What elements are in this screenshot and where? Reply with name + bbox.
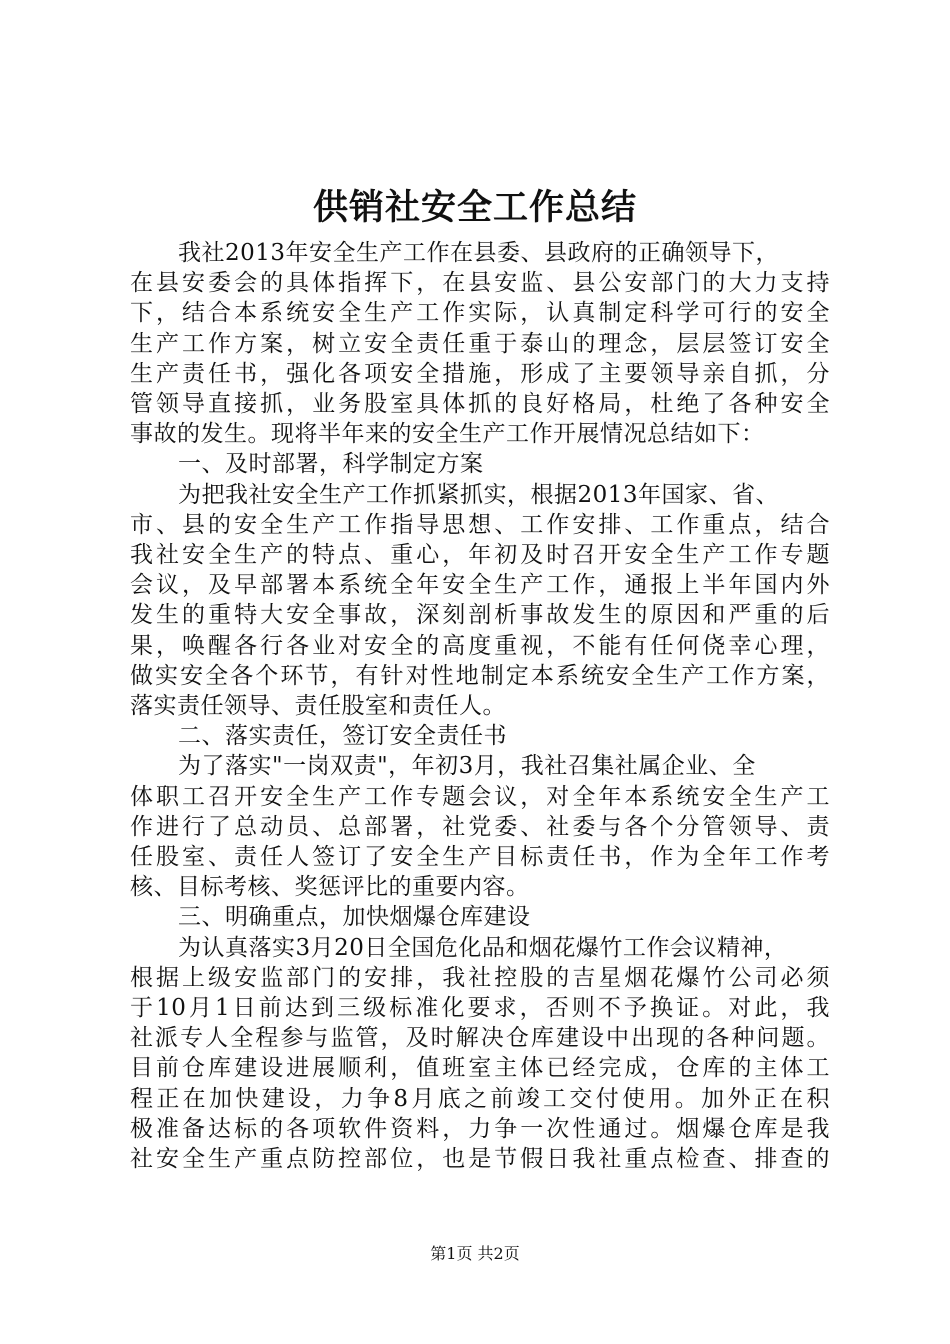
section-1-line: 我社安全生产的特点、重心，年初及时召开安全生产工作专题 <box>130 542 830 569</box>
section-1-line: 会议，及早部署本系统全年安全生产工作，通报上半年国内外 <box>130 572 830 599</box>
section-1-line: 为把我社安全生产工作抓紧抓实，根据2013年国家、省、 <box>178 481 780 508</box>
paragraph-intro-line: 在县安委会的具体指挥下，在县安监、县公安部门的大力支持 <box>130 270 830 297</box>
paragraph-intro-line: 生产工作方案，树立安全责任重于泰山的理念，层层签订安全 <box>130 330 830 357</box>
paragraph-intro-line: 管领导直接抓，业务股室具体抓的良好格局，杜绝了各种安全 <box>130 391 830 418</box>
document-body <box>130 238 830 1174</box>
page-footer: 第1页 共2页 <box>430 1244 520 1263</box>
section-heading-2: 二、落实责任，签订安全责任书 <box>178 723 507 750</box>
section-3-line: 社派专人全程参与监管，及时解决仓库建设中出现的各种问题。 <box>130 1025 830 1052</box>
section-2-line: 体职工召开安全生产工作专题会议，对全年本系统安全生产工 <box>130 783 830 810</box>
section-1-line: 做实安全各个环节，有针对性地制定本系统安全生产工作方案， <box>130 662 830 689</box>
section-1-line: 落实责任领导、责任股室和责任人。 <box>130 693 506 720</box>
section-heading-1: 一、及时部署，科学制定方案 <box>178 451 484 478</box>
paragraph-intro-line: 事故的发生。现将半年来的安全生产工作开展情况总结如下： <box>130 421 765 448</box>
page-title: 供销社安全工作总结 <box>312 188 637 228</box>
section-3-line: 于10月1日前达到三级标准化要求，否则不予换证。对此，我 <box>130 995 830 1022</box>
section-2-line: 核、目标考核、奖惩评比的重要内容。 <box>130 874 530 901</box>
section-1-line: 市、县的安全生产工作指导思想、工作安排、工作重点，结合 <box>130 511 830 538</box>
section-3-line: 程正在加快建设，力争8月底之前竣工交付使用。加外正在积 <box>130 1085 830 1112</box>
section-3-line: 根据上级安监部门的安排，我社控股的吉星烟花爆竹公司必须 <box>130 964 830 991</box>
section-heading-3: 三、明确重点，加快烟爆仓库建设 <box>178 904 531 931</box>
section-1-line: 发生的重特大安全事故，深刻剖析事故发生的原因和严重的后 <box>130 602 830 629</box>
section-3-line: 目前仓库建设进展顺利，值班室主体已经完成，仓库的主体工 <box>130 1055 830 1082</box>
section-3-line: 为认真落实3月20日全国危化品和烟花爆竹工作会议精神， <box>178 934 788 961</box>
section-2-line: 作进行了总动员、总部署，社党委、社委与各个分管领导、责 <box>130 813 830 840</box>
paragraph-intro-line: 下，结合本系统安全生产工作实际，认真制定科学可行的安全 <box>130 300 830 327</box>
section-1-line: 果，唤醒各行各业对安全的高度重视，不能有任何侥幸心理， <box>130 632 830 659</box>
section-3-line: 社安全生产重点防控部位，也是节假日我社重点检查、排查的 <box>130 1146 830 1173</box>
section-2-line: 任股室、责任人签订了安全生产目标责任书，作为全年工作考 <box>130 844 830 871</box>
section-2-line: 为了落实"一岗双责"，年初3月，我社召集社属企业、全 <box>178 753 756 780</box>
section-3-line: 极准备达标的各项软件资料，力争一次性通过。烟爆仓库是我 <box>130 1115 830 1142</box>
paragraph-intro-line: 我社2013年安全生产工作在县委、县政府的正确领导下， <box>178 240 780 266</box>
paragraph-intro-line: 生产责任书，强化各项安全措施，形成了主要领导亲自抓，分 <box>130 360 830 387</box>
